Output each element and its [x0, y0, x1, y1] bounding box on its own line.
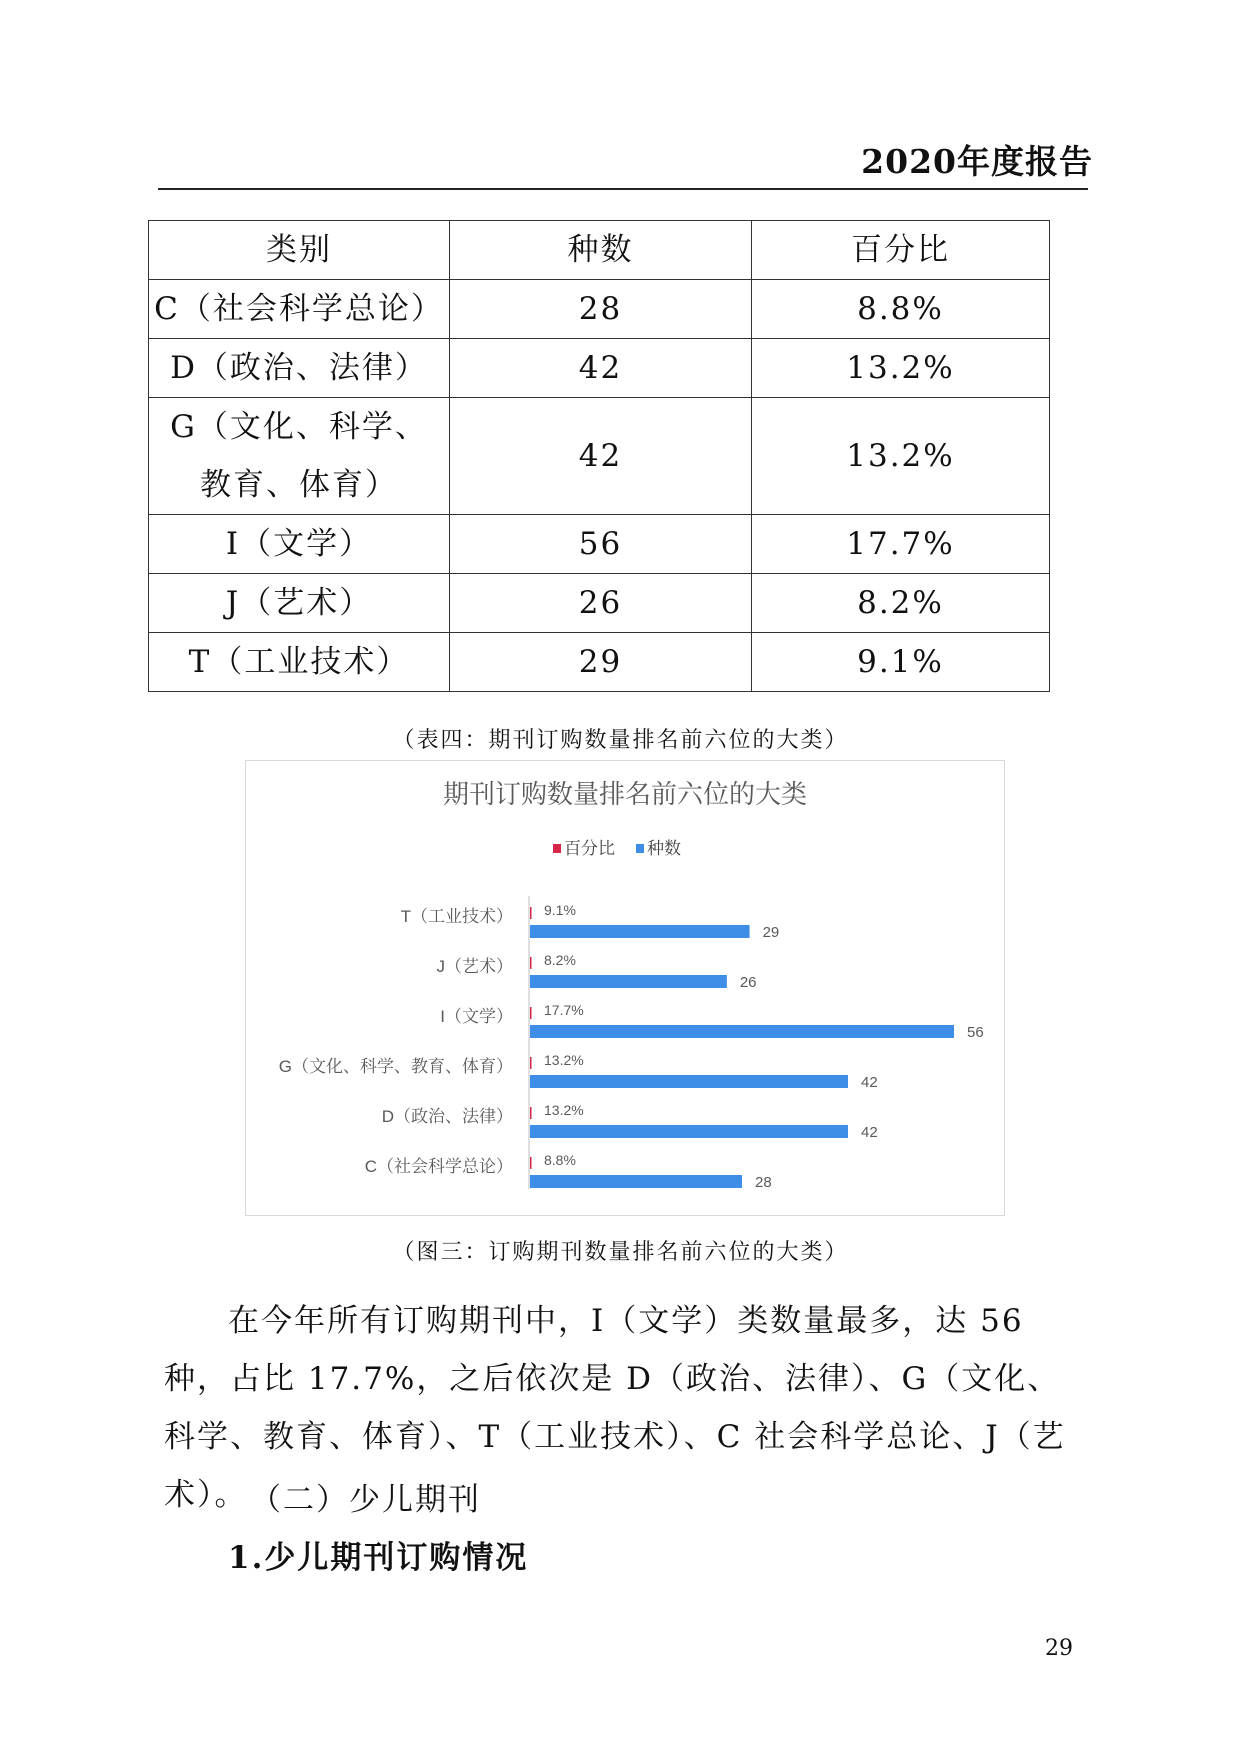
- table-caption: （表四：期刊订购数量排名前六位的大类）: [392, 728, 849, 753]
- table-header-cell: 类别: [149, 221, 450, 280]
- bar-percent: [530, 1007, 532, 1019]
- table-cell: J（艺术）: [149, 574, 450, 633]
- category-label: T（工业技术）: [400, 907, 513, 926]
- category-label: G（文化、科学、教育、体育）: [278, 1057, 513, 1076]
- header-divider: [158, 188, 1088, 190]
- page-number: 29: [1045, 1636, 1073, 1661]
- legend-swatch-percent: [553, 844, 561, 853]
- bar-count: [530, 925, 750, 938]
- category-label: J（艺术）: [436, 957, 513, 976]
- table-cell: 13.2%: [752, 398, 1050, 515]
- data-label-percent: 8.8%: [544, 1152, 576, 1168]
- subsection-heading: 1.少儿期刊订购情况: [228, 1540, 529, 1576]
- table-cell: 8.2%: [752, 574, 1050, 633]
- data-label-count: 42: [861, 1074, 878, 1091]
- data-label-count: 56: [967, 1024, 984, 1041]
- section-heading: （二）少儿期刊: [250, 1482, 481, 1518]
- report-title: 2020年度报告: [861, 142, 1093, 181]
- table-cell: 56: [450, 515, 752, 574]
- bar-percent: [530, 957, 532, 969]
- category-label: C（社会科学总论）: [364, 1157, 513, 1176]
- table-header-cell: 种数: [450, 221, 752, 280]
- table-cell: 42: [450, 398, 752, 515]
- bar-count: [530, 1125, 848, 1138]
- bar-percent: [530, 1157, 532, 1169]
- data-label-count: 42: [861, 1124, 878, 1141]
- table-cell: 42: [450, 339, 752, 398]
- bar-count: [530, 1075, 848, 1088]
- body-paragraph: 在今年所有订购期刊中，I（文学）类数量最多，达 56 种，占比 17.7%，之后依次是 D（政治、法律）、G（文化、科学、教育、体育）、T（工业技术）、C 社会科学总论、J（艺术）。: [164, 1303, 1066, 1513]
- legend-swatch-count: [636, 844, 644, 853]
- chart-caption: （图三：订购期刊数量排名前六位的大类）: [392, 1240, 849, 1265]
- data-label-count: 29: [762, 924, 780, 941]
- table-cell: 26: [450, 574, 752, 633]
- bar-chart-svg: [246, 761, 1004, 1215]
- data-label-percent: 13.2%: [544, 1102, 584, 1118]
- category-label: D（政治、法律）: [381, 1107, 513, 1126]
- category-table: [148, 220, 1050, 692]
- bar-percent: [530, 1107, 532, 1119]
- table-cell: G（文化、科学、教育、体育）: [149, 398, 450, 515]
- bar-count: [530, 975, 727, 988]
- table-cell: 29: [450, 633, 752, 692]
- table-cell: 28: [450, 280, 752, 339]
- table-cell: C（社会科学总论）: [149, 280, 450, 339]
- chart-title: 期刊订购数量排名前六位的大类: [442, 779, 808, 809]
- data-label-count: 26: [739, 974, 757, 991]
- table-header-cell: 百分比: [752, 221, 1050, 280]
- table-row: [149, 398, 1050, 515]
- table-row: [149, 574, 1050, 633]
- table-cell: 9.1%: [752, 633, 1050, 692]
- table-header-row: [149, 221, 1050, 280]
- table-row: [149, 339, 1050, 398]
- table-cell: 13.2%: [752, 339, 1050, 398]
- bar-percent: [530, 1057, 532, 1069]
- table-cell: I（文学）: [149, 515, 450, 574]
- data-label-percent: 8.2%: [544, 952, 576, 968]
- table-cell: 17.7%: [752, 515, 1050, 574]
- legend-label-count: 种数: [647, 839, 681, 858]
- data-label-count: 28: [755, 1174, 772, 1191]
- bar-chart: [245, 760, 1005, 1216]
- bar-percent: [530, 907, 532, 919]
- table-cell: T（工业技术）: [149, 633, 450, 692]
- data-label-percent: 17.7%: [544, 1002, 584, 1018]
- table-cell: 8.8%: [752, 280, 1050, 339]
- table-row: [149, 280, 1050, 339]
- table-cell: D（政治、法律）: [149, 339, 450, 398]
- bar-count: [530, 1175, 742, 1188]
- table-row: [149, 633, 1050, 692]
- bar-count: [530, 1025, 954, 1038]
- data-label-percent: 9.1%: [544, 902, 576, 918]
- legend-label-percent: 百分比: [564, 839, 615, 858]
- table-row: [149, 515, 1050, 574]
- category-label: I（文学）: [440, 1007, 513, 1026]
- data-label-percent: 13.2%: [544, 1052, 584, 1068]
